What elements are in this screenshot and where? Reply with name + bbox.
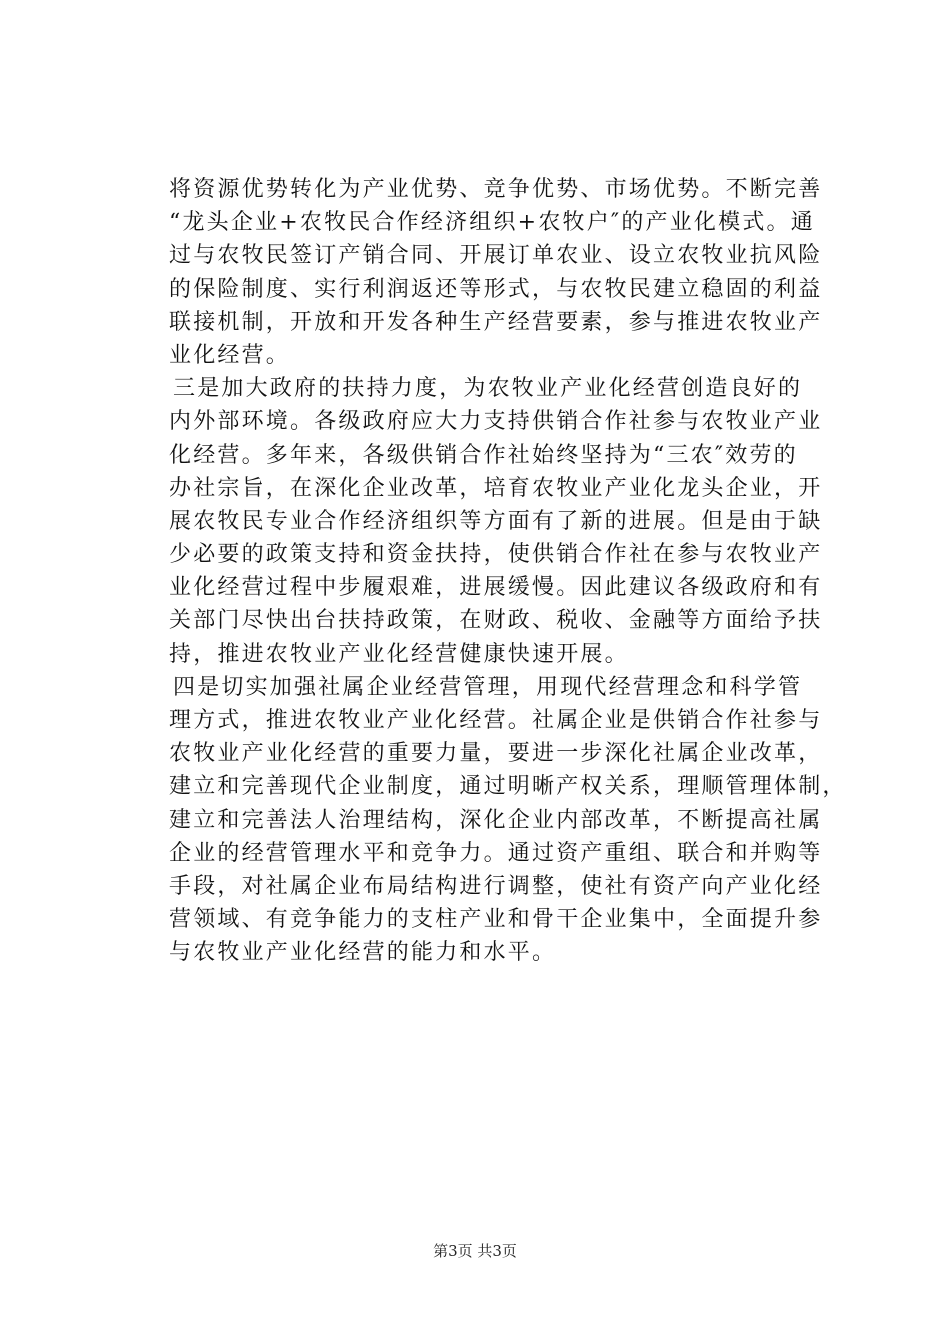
text-line: “龙头企业+农牧民合作经济组织+农牧户″的产业化模式。通 xyxy=(169,210,815,236)
body-text xyxy=(169,173,847,970)
text-line: 联接机制，开放和开发各种生产经营要素，参与推进农牧业产 xyxy=(169,309,823,335)
text-line: 少必要的政策支持和资金扶持，使供销合作社在参与农牧业产 xyxy=(169,542,823,568)
text-line: 过与农牧民签订产销合同、开展订单农业、设立农牧业抗风险 xyxy=(169,243,823,269)
text-line: 与农牧业产业化经营的能力和水平。 xyxy=(169,940,557,966)
text-line: 企业的经营管理水平和竞争力。通过资产重组、联合和并购等 xyxy=(169,840,823,866)
page-number-footer: 第3页 共3页 xyxy=(433,1242,517,1260)
text-line: 关部门尽快出台扶持政策，在财政、税收、金融等方面给予扶 xyxy=(169,608,823,634)
text-line: 农牧业产业化经营的重要力量，要进一步深化社属企业改革， xyxy=(169,741,823,767)
text-line: 营领域、有竞争能力的支柱产业和骨干企业集中，全面提升参 xyxy=(169,907,823,933)
text-line: 展农牧民专业合作经济组织等方面有了新的进展。但是由于缺 xyxy=(169,508,823,534)
paragraph-start-line: 三是加大政府的扶持力度，为农牧业产业化经营创造良好的 xyxy=(173,376,803,402)
text-line: 内外部环境。各级政府应大力支持供销合作社参与农牧业产业 xyxy=(169,409,823,435)
text-line: 业化经营。 xyxy=(169,342,291,368)
text-line: 化经营。多年来，各级供销合作社始终坚持为“三农″效劳的 xyxy=(169,442,798,468)
text-line: 将资源优势转化为产业优势、竞争优势、市场优势。不断完善 xyxy=(169,177,823,202)
text-line: 建立和完善法人治理结构，深化企业内部改革，不断提高社属 xyxy=(169,807,823,833)
text-line: 手段，对社属企业布局结构进行调整，使社有资产向产业化经 xyxy=(169,873,823,899)
text-line: 业化经营过程中步履艰难，进展缓慢。因此建议各级政府和有 xyxy=(169,575,823,601)
text-line: 的保险制度、实行利润返还等形式，与农牧民建立稳固的利益 xyxy=(169,276,823,302)
text-line: 建立和完善现代企业制度，通过明晰产权关系，理顺管理体制， xyxy=(169,774,847,800)
text-line: 理方式，推进农牧业产业化经营。社属企业是供销合作社参与 xyxy=(169,708,823,733)
paragraph-start-line: 四是切实加强社属企业经营管理，用现代经营理念和科学管 xyxy=(173,674,803,700)
text-line: 持，推进农牧业产业化经营健康快速开展。 xyxy=(169,641,629,667)
text-line: 办社宗旨，在深化企业改革，培育农牧业产业化龙头企业，开 xyxy=(169,475,823,501)
